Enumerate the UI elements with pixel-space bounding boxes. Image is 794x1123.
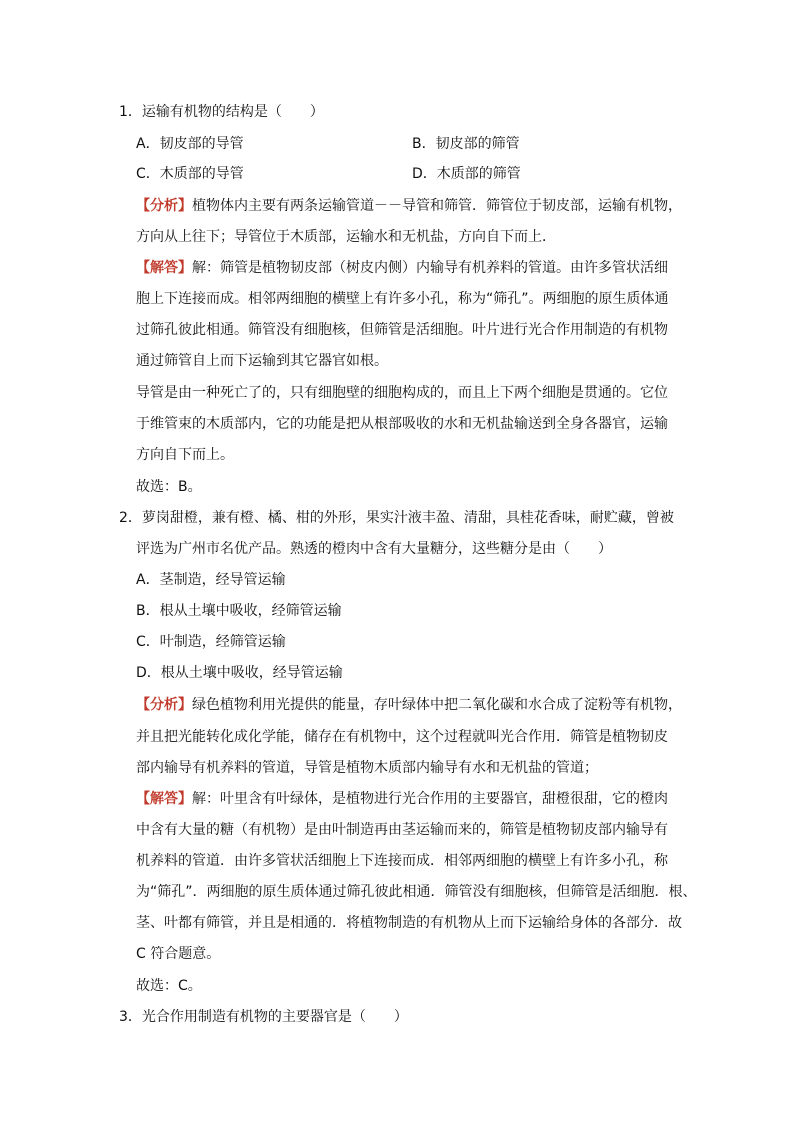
question-1-stem: 1．运输有机物的结构是（ ）: [119, 104, 324, 120]
q2-analysis-line: 并且把光能转化成化学能，储存在有机物中，这个过程就叫光合作用．筛管是植物韧皮: [136, 729, 668, 745]
answer-tag: 【解答】: [136, 260, 192, 276]
q1-answer: [136, 258, 668, 278]
q1-choice: 故选：B。: [136, 479, 202, 495]
q1-option-b: B．韧皮部的筛管: [412, 136, 520, 152]
q1-answer-line: 通过筛管自上而下运输到其它器官如根。: [136, 353, 388, 369]
q2-analysis-text: 绿色植物利用光提供的能量，存叶绿体中把二氧化碳和水合成了淀粉等有机物，: [192, 697, 682, 713]
q1-option-a: A．韧皮部的导管: [136, 136, 244, 152]
q1-analysis: [136, 196, 682, 216]
q2-answer-line: 机养料的管道．由许多管状活细胞上下连接而成．相邻两细胞的横壁上有许多小孔，称: [136, 853, 668, 869]
q1-answer-line: 导管是由一种死亡了的，只有细胞壁的细胞构成的，而且上下两个细胞是贯通的。它位: [136, 385, 668, 401]
q1-analysis-text: 植物体内主要有两条运输管道－－导管和筛管．筛管位于韧皮部，运输有机物，: [192, 198, 682, 214]
q2-analysis-line: 部内输导有机养料的管道，导管是植物木质部内输导有水和无机盐的管道；: [136, 760, 598, 776]
q1-answer-line: 于维管束的木质部内，它的功能是把从根部吸收的水和无机盐输送到全身各器官，运输: [136, 416, 668, 432]
q1-option-c: C．木质部的导管: [136, 166, 244, 182]
q2-answer: [136, 789, 668, 809]
q1-answer-line: 胞上下连接而成。相邻两细胞的横壁上有许多小孔，称为“筛孔”。两细胞的原生质体通: [136, 291, 669, 307]
analysis-tag: 【分析】: [136, 198, 192, 214]
q1-answer-line: 方向自下而上。: [136, 447, 234, 463]
q2-answer-line: C 符合题意。: [136, 946, 221, 962]
q2-option-b: B．根从土壤中吸收，经筛管运输: [136, 603, 342, 619]
q1-answer-line: 过筛孔彼此相通。筛管没有细胞核，但筛管是活细胞。叶片进行光合作用制造的有机物: [136, 322, 668, 338]
q2-choice: 故选：C。: [136, 978, 202, 994]
question-2-stem: 2．萝岗甜橙，兼有橙、橘、柑的外形，果实汁液丰盈、清甜，具桂花香味，耐贮藏，曾被: [119, 510, 674, 526]
question-2-stem-line: 评选为广州市名优产品。熟透的橙肉中含有大量糖分，这些糖分是由（ ）: [136, 541, 612, 557]
analysis-tag: 【分析】: [136, 697, 192, 713]
q1-option-d: D．木质部的筛管: [412, 166, 521, 182]
q2-answer-line: 茎、叶都有筛管，并且是相通的．将植物制造的有机物从上而下运输给身体的各部分．故: [136, 915, 682, 931]
q2-answer-text: 解：叶里含有叶绿体，是植物进行光合作用的主要器官，甜橙很甜，它的橙肉: [192, 791, 668, 807]
q2-option-c: C．叶制造，经筛管运输: [136, 634, 286, 650]
q2-answer-line: 为“筛孔”．两细胞的原生质体通过筛孔彼此相通．筛管没有细胞核，但筛管是活细胞．根、: [136, 884, 697, 900]
q2-option-d: D．根从土壤中吸收，经导管运输: [136, 665, 343, 681]
q1-answer-text: 解：筛管是植物韧皮部（树皮内侧）内输导有机养料的管道。由许多管状活细: [192, 260, 668, 276]
q1-analysis-line: 方向从上往下；导管位于木质部，运输水和无机盐，方向自下而上．: [136, 229, 556, 245]
q2-analysis: [136, 695, 682, 715]
question-3-stem: 3．光合作用制造有机物的主要器官是（ ）: [119, 1009, 408, 1025]
answer-tag: 【解答】: [136, 791, 192, 807]
q2-option-a: A．茎制造，经导管运输: [136, 572, 286, 588]
q2-answer-line: 中含有大量的糖（有机物）是由叶制造再由茎运输而来的，筛管是植物韧皮部内输导有: [136, 822, 668, 838]
